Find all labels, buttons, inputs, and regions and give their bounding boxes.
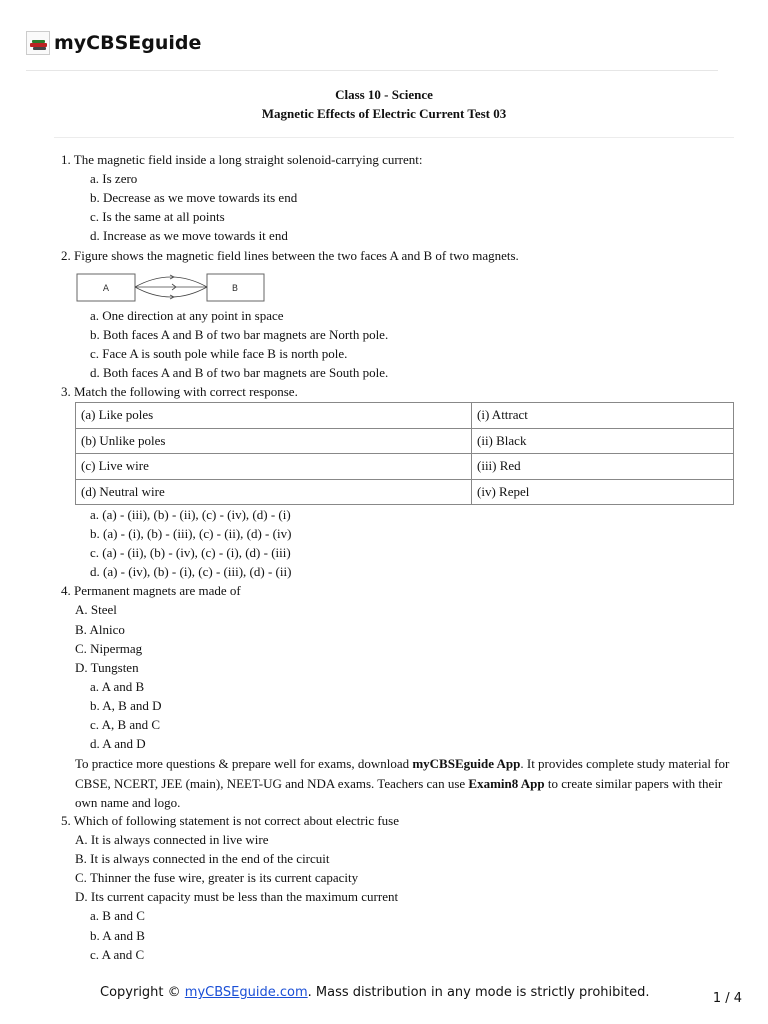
match-table: [75, 402, 734, 505]
statement-label: A.: [75, 602, 88, 617]
option: [90, 228, 288, 244]
option: [90, 928, 145, 944]
statement: [75, 851, 330, 867]
option: [90, 308, 284, 324]
option-label: d.: [90, 564, 100, 579]
option-text: A and D: [102, 736, 146, 751]
option: [90, 507, 291, 523]
option-text: (a) - (i), (b) - (iii), (c) - (ii), (d) - (iv): [103, 526, 292, 541]
copyright-suffix: . Mass distribution in any mode is strictly prohibited.: [307, 985, 650, 1000]
magnet-field-figure: [76, 273, 266, 303]
statement-text: It is always connected in live wire: [90, 832, 269, 847]
question-4: [61, 583, 241, 599]
table-row: [76, 403, 734, 429]
option-label: d.: [90, 736, 100, 751]
statement: [75, 889, 398, 905]
table-cell: (a) Like poles: [76, 403, 472, 429]
option-label: b.: [90, 327, 100, 342]
option-label: c.: [90, 717, 100, 732]
option-label: b.: [90, 526, 100, 541]
figure-label-a: A: [102, 284, 110, 294]
statement-label: D.: [75, 889, 88, 904]
option-label: a.: [90, 679, 100, 694]
question-number: 5.: [61, 813, 71, 828]
table-cell: (iii) Red: [472, 454, 734, 480]
statement-label: D.: [75, 660, 88, 675]
option-text: One direction at any point in space: [102, 308, 284, 323]
option: [90, 679, 144, 695]
option-label: a.: [90, 171, 100, 186]
books-icon: [26, 31, 50, 55]
statement: [75, 641, 142, 657]
header: [26, 31, 201, 55]
promo-text: To practice more questions & prepare well for exams, download: [75, 756, 413, 771]
promo-app-name: myCBSEguide App: [412, 756, 521, 771]
statement-text: Nipermag: [90, 641, 143, 656]
option: [90, 947, 144, 963]
question-2: [61, 248, 519, 264]
question-number: 4.: [61, 583, 71, 598]
option-label: a.: [90, 908, 100, 923]
question-text: Which of following statement is not correct about electric fuse: [73, 813, 400, 828]
table-cell: (c) Live wire: [76, 454, 472, 480]
table-row: [76, 454, 734, 480]
option-text: Face A is south pole while face B is north pole.: [102, 346, 348, 361]
question-3: [61, 384, 298, 400]
option-text: A and B: [101, 679, 145, 694]
question-1: [61, 152, 423, 168]
promo-paragraph: [75, 754, 735, 813]
option-text: Increase as we move towards it end: [103, 228, 288, 243]
table-cell: (d) Neutral wire: [76, 479, 472, 505]
copyright-footer: [100, 985, 649, 1000]
page-number: 1 / 4: [712, 991, 742, 1006]
brand-name: myCBSEguide: [54, 32, 202, 54]
figure-label-b: B: [231, 284, 239, 294]
option-text: Both faces A and B of two bar magnets are North pole.: [103, 327, 389, 342]
question-text: The magnetic field inside a long straight solenoid-carrying current:: [73, 152, 423, 167]
option: [90, 908, 145, 924]
table-cell: (i) Attract: [472, 403, 734, 429]
option-text: Is the same at all points: [102, 209, 225, 224]
statement-label: C.: [75, 641, 87, 656]
question-number: 2.: [61, 248, 71, 263]
option-text: (a) - (iv), (b) - (i), (c) - (iii), (d) - (ii): [103, 564, 292, 579]
option: [90, 327, 388, 343]
option: [90, 564, 291, 580]
statement-text: Tungsten: [90, 660, 139, 675]
statement-text: It is always connected in the end of the circuit: [90, 851, 330, 866]
option-text: Decrease as we move towards its end: [103, 190, 298, 205]
option-text: Both faces A and B of two bar magnets are South pole.: [103, 365, 389, 380]
statement: [75, 660, 139, 676]
option-text: Is zero: [102, 171, 138, 186]
option: [90, 346, 347, 362]
statement: [75, 602, 117, 618]
option-label: a.: [90, 507, 100, 522]
question-text: Match the following with correct response.: [74, 384, 298, 399]
option-text: A and C: [101, 947, 145, 962]
option: [90, 698, 162, 714]
table-cell: (iv) Repel: [472, 479, 734, 505]
option-text: A, B and D: [102, 698, 162, 713]
option-text: (a) - (iii), (b) - (ii), (c) - (iv), (d) - (i): [102, 507, 291, 522]
promo-text: to create similar papers with their own name and logo.: [75, 775, 723, 810]
option: [90, 545, 291, 561]
question-text: Permanent magnets are made of: [74, 583, 241, 598]
option-label: c.: [90, 545, 100, 560]
header-divider: [26, 70, 718, 71]
option: [90, 190, 297, 206]
statement-text: Its current capacity must be less than the maximum current: [90, 889, 399, 904]
table-cell: (b) Unlike poles: [76, 428, 472, 454]
option-label: b.: [90, 698, 100, 713]
doc-title-class: Class 10 - Science: [335, 87, 433, 102]
statement: [75, 832, 269, 848]
statement-label: B.: [75, 851, 87, 866]
option-label: c.: [90, 346, 100, 361]
option-label: c.: [90, 209, 100, 224]
table-row: [76, 428, 734, 454]
promo-app-name: Examin8 App: [468, 775, 545, 791]
statement-label: A.: [75, 832, 88, 847]
doc-title-test: Magnetic Effects of Electric Current Test 03: [261, 106, 507, 121]
table-row: [76, 479, 734, 505]
statement-text: Thinner the fuse wire, greater is its current capacity: [89, 870, 359, 885]
statement: [75, 870, 358, 886]
option-label: b.: [90, 190, 100, 205]
option-label: d.: [90, 228, 100, 243]
statement-text: Alnico: [89, 622, 125, 637]
question-number: 3.: [61, 384, 71, 399]
option-text: A and B: [102, 928, 145, 943]
option: [90, 171, 137, 187]
site-link[interactable]: myCBSEguide.com: [184, 985, 308, 1000]
option: [90, 717, 160, 733]
question-number: 1.: [61, 152, 71, 167]
question-5: [61, 813, 399, 829]
statement-label: B.: [75, 622, 87, 637]
option-label: b.: [90, 928, 100, 943]
option: [90, 209, 225, 225]
option: [90, 526, 291, 542]
option-text: A, B and C: [101, 717, 161, 732]
option-label: c.: [90, 947, 100, 962]
option: [90, 736, 146, 752]
title-divider: [54, 137, 734, 138]
question-text: Figure shows the magnetic field lines between the two faces A and B of two magnets.: [74, 248, 519, 263]
option-text: (a) - (ii), (b) - (iv), (c) - (i), (d) - (iii): [102, 545, 291, 560]
option-text: B and C: [102, 908, 145, 923]
copyright-prefix: Copyright ©: [100, 985, 185, 1000]
promo-text: . It provides complete study material for CBSE, NCERT, JEE (main), NEET-UG and NDA exams. Teachers can use: [75, 756, 730, 791]
option-label: d.: [90, 365, 100, 380]
statement-text: Steel: [90, 602, 117, 617]
option-label: a.: [90, 308, 100, 323]
statement: [75, 622, 125, 638]
table-cell: (ii) Black: [472, 428, 734, 454]
option: [90, 365, 388, 381]
statement-label: C.: [75, 870, 87, 885]
